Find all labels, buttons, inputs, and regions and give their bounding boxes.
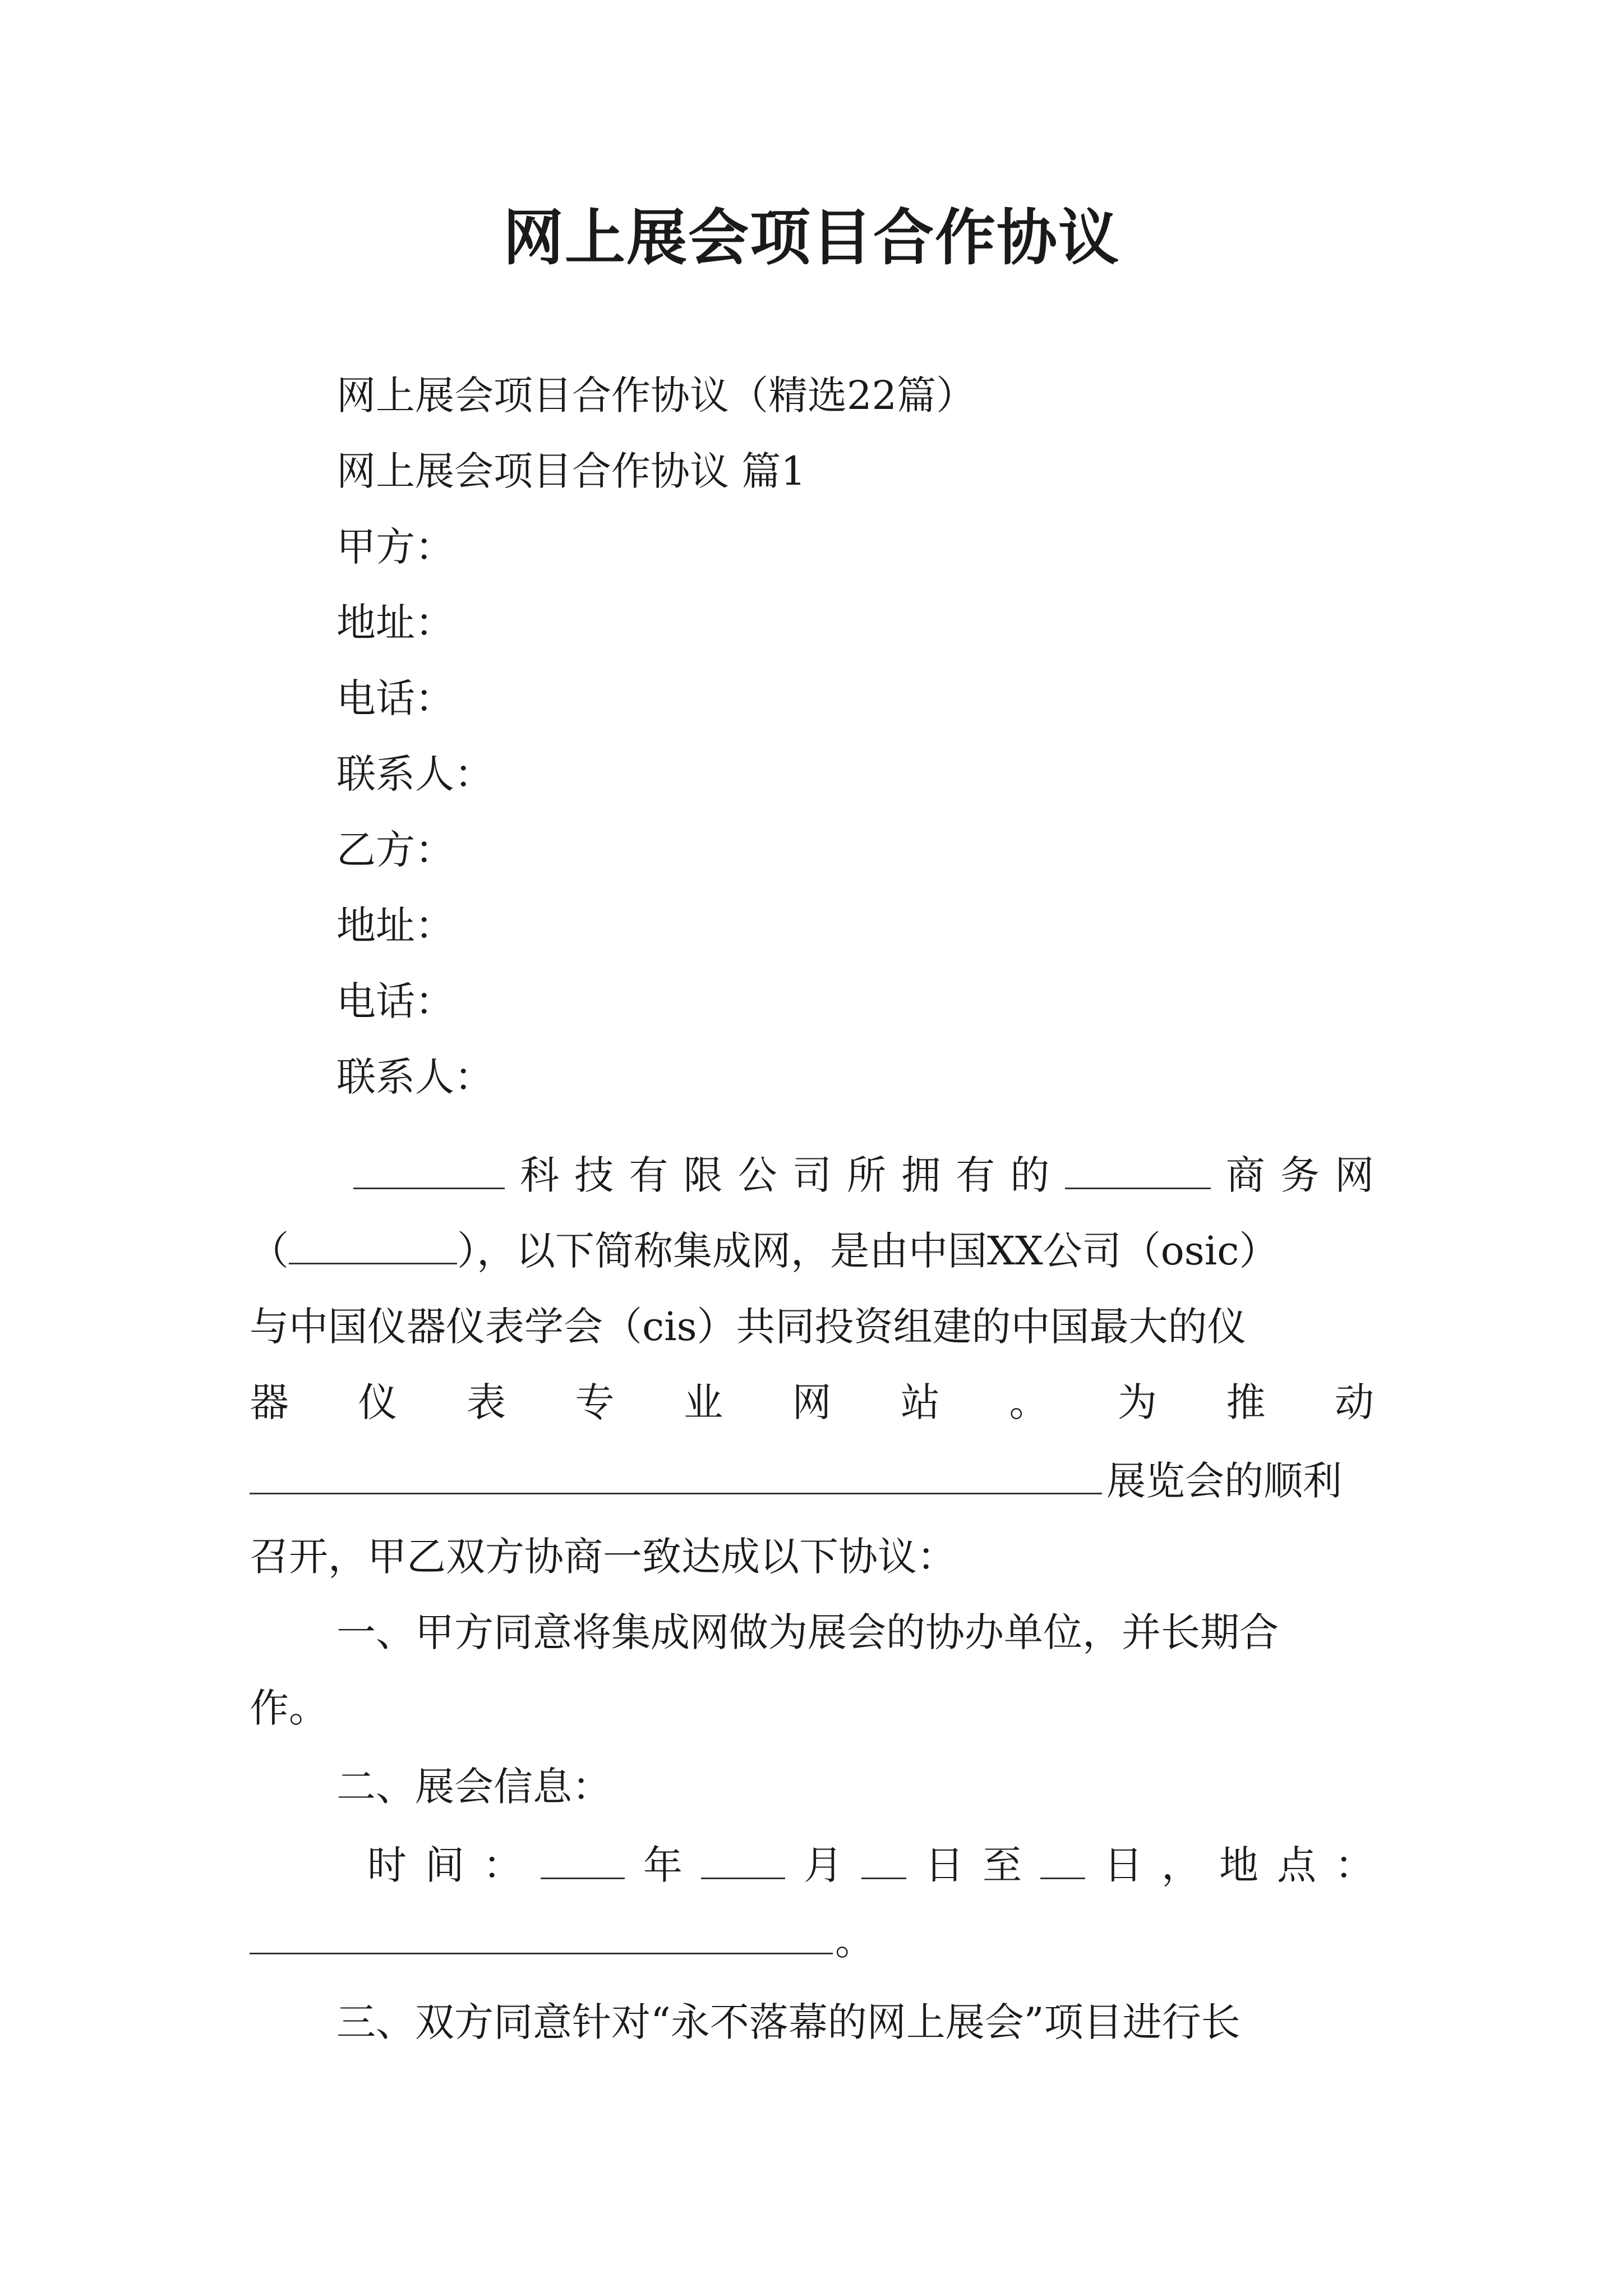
time-label: 时 [367,1842,407,1888]
to-label: 至 [983,1842,1022,1888]
colon: ： [1335,1842,1374,1888]
intro-char: 拥 [901,1152,941,1198]
subtitle: 网上展会项目合作协议（精选22篇） [336,372,976,418]
clause-2-place-line [250,1913,874,1969]
intro-line-4 [250,1374,1374,1430]
day-label: 日 [1104,1842,1143,1888]
intro-char: 商 [1225,1152,1265,1198]
intro-char: 科 [520,1152,560,1198]
intro-line-2 [250,1223,1278,1279]
clause-1-line-1: 一、甲方同意将集成网做为展会的协办单位，并长期合 [336,1609,1279,1655]
company-name-blank [353,1147,505,1189]
intro-char: 技 [574,1152,614,1198]
intro-line-3: 与中国仪器仪表学会（cis）共同投资组建的中国最大的仪 [250,1304,1247,1350]
day-label: 日 [925,1842,964,1888]
open-paren: （ [250,1228,289,1274]
clause-3-line-1: 三、双方同意针对“永不落幕的网上展会”项目进行长 [336,1999,1241,2045]
month-label: 月 [804,1842,843,1888]
intro-line-5 [250,1453,1342,1509]
intro-char: 司 [792,1152,832,1198]
colon: ： [483,1842,522,1888]
party-b-phone: 电话： [336,978,454,1024]
intro-char: 动 [1335,1379,1374,1425]
intro-char: 业 [684,1379,723,1425]
party-a-label: 甲方： [336,524,454,570]
party-b-contact: 联系人： [336,1054,494,1100]
year-blank [541,1837,625,1879]
intro-line-1 [353,1147,1374,1203]
clause-2-heading: 二、展会信息： [336,1764,611,1810]
party-b-label: 乙方： [336,827,454,873]
intro-char: 推 [1226,1379,1266,1425]
intro-char: 公 [737,1152,777,1198]
clause-2-time-line [367,1837,1374,1893]
intro-line-2-text: ），以下简称集成网，是由中国XX公司（osic） [457,1228,1279,1274]
intro-char: 表 [467,1379,506,1425]
intro-char: 的 [1010,1152,1050,1198]
year-label: 年 [643,1842,683,1888]
website-name-blank [1065,1147,1211,1189]
party-a-phone: 电话： [336,675,454,721]
intro-char: 器 [250,1379,289,1425]
intro-char: 有 [629,1152,668,1198]
party-a-contact: 联系人： [336,751,494,797]
party-a-address: 地址： [336,600,454,646]
intro-char: 专 [575,1379,615,1425]
exhibition-name-blank [250,1453,1102,1494]
end-day-blank [1040,1837,1085,1879]
intro-char: 。 [1009,1379,1049,1425]
place-label: 点 [1277,1842,1316,1888]
intro-char: 网 [1334,1152,1374,1198]
intro-char: 为 [1118,1379,1157,1425]
comma: ， [1161,1842,1201,1888]
intro-char: 务 [1280,1152,1320,1198]
day-blank [861,1837,906,1879]
month-blank [701,1837,785,1879]
document-title: 网上展会项目合作协议 [502,203,1120,273]
place-blank [250,1913,833,1954]
period: 。 [835,1918,874,1964]
intro-line-6: 召开，甲乙双方协商一致达成以下协议： [250,1534,956,1580]
party-b-address: 地址： [336,903,454,949]
url-blank [289,1223,457,1264]
clause-1-line-2: 作。 [250,1685,328,1731]
intro-char: 仪 [358,1379,398,1425]
place-label: 地 [1219,1842,1258,1888]
intro-line-5-text: 展览会的顺利 [1106,1458,1342,1504]
intro-char: 所 [846,1152,886,1198]
intro-char: 网 [792,1379,832,1425]
intro-char: 站 [901,1379,940,1425]
intro-char: 有 [956,1152,995,1198]
article-heading: 网上展会项目合作协议 篇1 [336,448,806,494]
intro-char: 限 [683,1152,723,1198]
time-label: 间 [425,1842,464,1888]
